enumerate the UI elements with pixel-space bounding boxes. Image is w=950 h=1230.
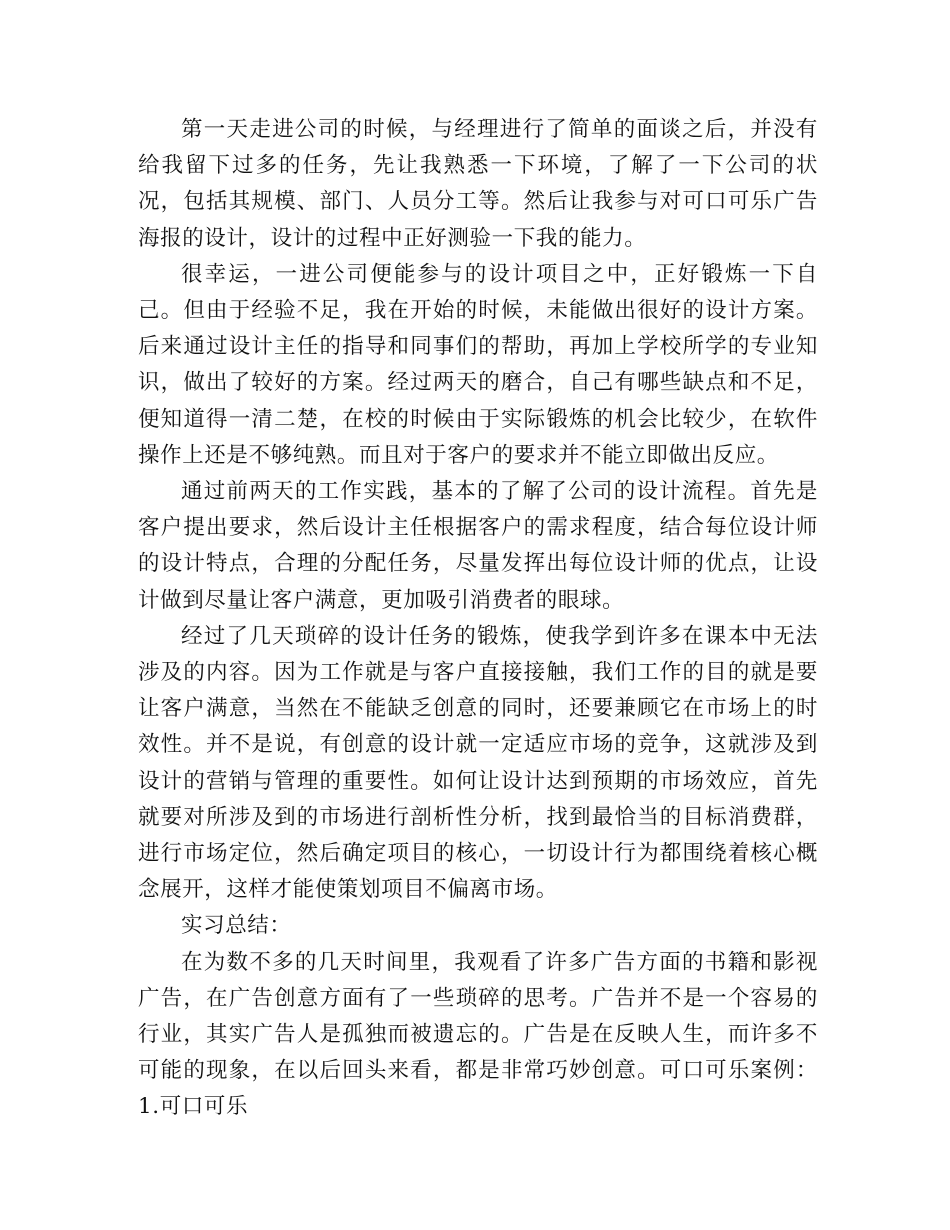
paragraph-market-marketing: 经过了几天琐碎的设计任务的锻炼，使我学到许多在课本中无法涉及的内容。因为工作就是与客户直接接触，我们工作的目的就是要让客户满意，当然在不能缺乏创意的同时，还要兼顾它在市场上的时效性。并不是说，有创意的设计就一定适应市场的竞争，这就涉及到设计的营销与管理的重要性。如何让设计达到预期的市场效应，首先就要对所涉及到的市场进行剖析性分析，找到最恰当的目标消费群，进行市场定位，然后确定项目的核心，一切设计行为都围绕着核心概念展开，这样才能使策划项目不偏离市场。 — [138, 623, 818, 903]
paragraph-first-day: 第一天走进公司的时候，与经理进行了简单的面谈之后，并没有给我留下过多的任务，先让我熟悉一下环境，了解了一下公司的状况，包括其规模、部门、人员分工等。然后让我参与对可口可乐广告海报的设计，设计的过程中正好测验一下我的能力。 — [138, 117, 818, 251]
paragraph-design-project: 很幸运，一进公司便能参与的设计项目之中，正好锻炼一下自己。但由于经验不足，我在开始的时候，未能做出很好的设计方案。后来通过设计主任的指导和同事们的帮助，再加上学校所学的专业知识，做出了较好的方案。经过两天的磨合，自己有哪些缺点和不足，便知道得一清二楚，在校的时候由于实际锻炼的机会比较少，在软件操作上还是不够纯熟。而且对于客户的要求并不能立即做出反应。 — [138, 261, 818, 468]
document-body — [138, 112, 818, 1126]
paragraph-design-workflow: 通过前两天的工作实践，基本的了解了公司的设计流程。首先是客户提出要求，然后设计主任根据客户的需求程度，结合每位设计师的设计特点，合理的分配任务，尽量发挥出每位设计师的优点，让设计做到尽量让客户满意，更加吸引消费者的眼球。 — [138, 479, 818, 613]
paragraph-summary: 在为数不多的几天时间里，我观看了许多广告方面的书籍和影视广告，在广告创意方面有了一些琐碎的思考。广告并不是一个容易的行业，其实广告人是孤独而被遗忘的。广告是在反映人生，而许多不可能的现象，在以后回头来看，都是非常巧妙创意。可口可乐案例：1.可口可乐 — [138, 949, 818, 1120]
section-heading-summary: 实习总结： — [181, 913, 292, 939]
